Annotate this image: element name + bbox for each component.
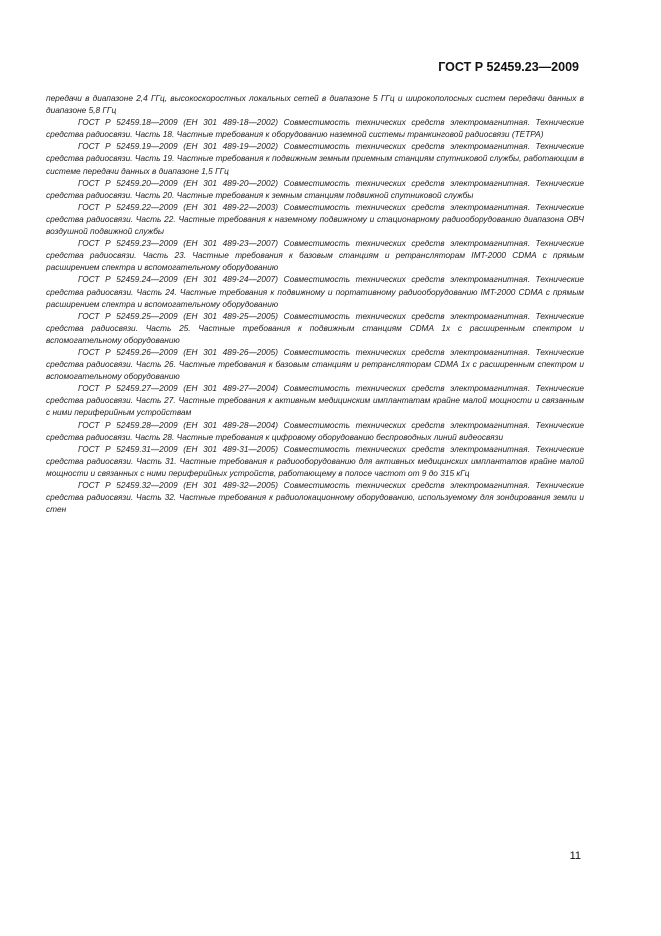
reference-item: ГОСТ Р 52459.27—2009 (ЕН 301 489-27—2004) Совместимость технических средств электромагнитная. Технические средства радиосвязи. Часть 27. Частные требования к активным медицинским имплантатам крайне малой мощности и связанным с ними периферийным устройствам (46, 383, 584, 418)
reference-item: ГОСТ Р 52459.23—2009 (ЕН 301 489-23—2007) Совместимость технических средств электромагнитная. Технические средства радиосвязи. Часть 23. Частные требования к базовым станциям и ретрансляторам IMT-2000 CDMA с прямым расширением спектра и вспомогательному оборудованию (46, 238, 584, 273)
page-header-standard: ГОСТ Р 52459.23—2009 (438, 60, 579, 74)
document-body (46, 92, 584, 515)
reference-item: ГОСТ Р 52459.18—2009 (ЕН 301 489-18—2002) Совместимость технических средств электромагнитная. Технические средства радиосвязи. Часть 18. Частные требования к оборудованию наземной системы транкинговой радиосвязи (ТЕТРА) (46, 117, 584, 140)
reference-item: ГОСТ Р 52459.25—2009 (ЕН 301 489-25—2005) Совместимость технических средств электромагнитная. Технические средства радиосвязи. Часть 25. Частные требования к подвижным станциям CDMA 1х с расширенным спектром и вспомогательному оборудованию (46, 310, 584, 345)
page-number: 11 (569, 850, 581, 862)
reference-item: ГОСТ Р 52459.24—2009 (ЕН 301 489-24—2007) Совместимость технических средств электромагнитная. Технические средства радиосвязи. Часть 24. Частные требования к подвижному и портативному радиооборудованию IMT-2000 CDMA с прямым расширением спектра и вспомогательному оборудованию (46, 274, 584, 309)
reference-item: ГОСТ Р 52459.20—2009 (ЕН 301 489-20—2002) Совместимость технических средств электромагнитная. Технические средства радиосвязи. Часть 20. Частные требования к земным станциям подвижной спутниковой службы (46, 177, 584, 200)
continuation-paragraph: передачи в диапазоне 2,4 ГГц, высокоскоростных локальных сетей в диапазоне 5 ГГц и широкополосных систем передачи данных в диапазоне 5,8 ГГц (46, 93, 584, 116)
reference-item: ГОСТ Р 52459.19—2009 (ЕН 301 489-19—2002) Совместимость технических средств электромагнитная. Технические средства радиосвязи. Часть 19. Частные требования к подвижным земным приемным станциям спутниковой службы, работающим в системе передачи данных в диапазоне 1,5 ГГц (46, 141, 584, 176)
reference-item: ГОСТ Р 52459.22—2009 (ЕН 301 489-22—2003) Совместимость технических средств электромагнитная. Технические средства радиосвязи. Часть 22. Частные требования к наземному подвижному и стационарному радиооборудованию диапазона ОВЧ воздушной подвижной службы (46, 201, 584, 237)
reference-item: ГОСТ Р 52459.26—2009 (ЕН 301 489-26—2005) Совместимость технических средств электромагнитная. Технические средства радиосвязи. Часть 26. Частные требования к базовым станциям и ретрансляторам CDMA 1х с расширенным спектром и вспомогательному оборудованию (46, 346, 584, 382)
reference-item: ГОСТ Р 52459.31—2009 (ЕН 301 489-31—2005) Совместимость технических средств электромагнитная. Технические средства радиосвязи. Часть 31. Частные требования к радиооборудованию для активных медицинских имплантатов крайне малой мощности и связанных с ними периферийных устройств, работающему в полосе частот от 9 до 315 кГц (46, 443, 584, 478)
reference-item: ГОСТ Р 52459.32—2009 (ЕН 301 489-32—2005) Совместимость технических средств электромагнитная. Технические средства радиосвязи. Часть 32. Частные требования к радиолокационному оборудованию, используемому для зондирования земли и стен (46, 480, 584, 515)
reference-item: ГОСТ Р 52459.28—2009 (ЕН 301 489-28—2004) Совместимость технических средств электромагнитная. Технические средства радиосвязи. Часть 28. Частные требования к цифровому оборудованию беспроводных линий видеосвязи (46, 419, 584, 442)
reference-list (46, 116, 584, 515)
